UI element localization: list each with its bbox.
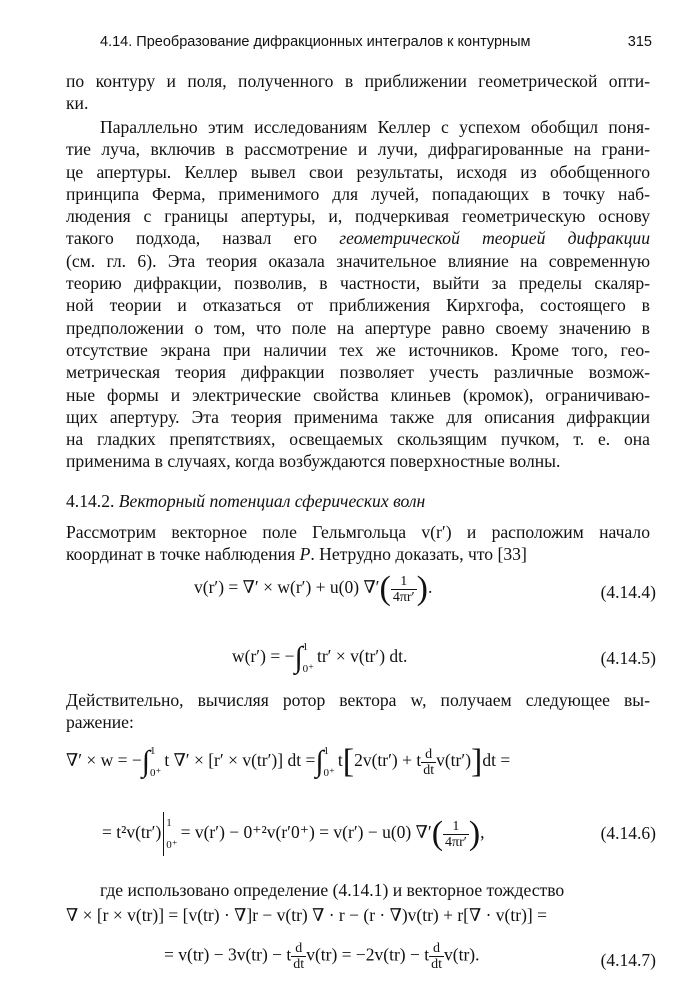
- numerator: 1: [443, 819, 469, 835]
- lower-limit: 0⁺: [150, 767, 162, 779]
- equation-4-14-4: [194, 572, 432, 606]
- upper-limit: 1: [150, 745, 156, 757]
- equation-lhs: ∇′ × w = −: [66, 750, 142, 771]
- equation-lhs: v(r′) = ∇′ × w(r′) + u(0) ∇′: [194, 577, 380, 598]
- derivative: [421, 747, 436, 778]
- text-line: где использовано определение (4.14.1) и векторное тождество: [100, 880, 565, 900]
- text-line: отсутствие экрана при наличии тех же источников. Кроме того, гео-: [66, 339, 650, 360]
- equation-tail: .: [427, 577, 433, 598]
- section-number: 4.14.2.: [66, 491, 115, 511]
- point-symbol: P: [299, 544, 311, 565]
- equation-number: (4.14.6): [600, 823, 656, 843]
- paren-open: (: [379, 570, 391, 607]
- integral-sign: ∫: [315, 745, 324, 778]
- text-line: ные формы и электрические свойства клиньев (кромок), ограничиваю-: [66, 384, 650, 405]
- equation-number: (4.14.4): [600, 582, 656, 602]
- text-line: (см. гл. 6). Эта теория оказала значительное влияние на современную: [66, 250, 650, 271]
- fraction: [443, 819, 469, 850]
- bracket-close: ]: [471, 743, 483, 780]
- paren-close: ): [416, 570, 428, 607]
- equation-4-14-6-line-1: [66, 740, 510, 784]
- term: = t²v(tr′): [102, 822, 162, 843]
- bracket-open: [: [342, 743, 355, 780]
- denominator: dt: [431, 957, 442, 972]
- text-line: людения с границы апертуры, и, подчеркивая геометрическую основу: [66, 206, 650, 227]
- denominator: 4πr′: [392, 589, 415, 605]
- paragraph-continuation: [66, 70, 650, 115]
- paragraph-identity: [100, 879, 660, 901]
- numerator: d: [429, 941, 444, 957]
- numerator: d: [421, 747, 436, 763]
- text-line: ной теории и отказаться от приближения Кирхгофа, состоящего в: [66, 295, 650, 316]
- fraction: [391, 574, 417, 605]
- text-line: предположении о том, что поле на апертуре равно своему значению в: [66, 317, 650, 338]
- evaluation-bar: [163, 812, 164, 856]
- paren-open: (: [431, 815, 444, 852]
- term: ,: [480, 822, 485, 843]
- derivative: [291, 941, 306, 972]
- term: dt =: [482, 750, 511, 771]
- text-fragment: . Нетрудно доказать, что [33]: [310, 544, 527, 565]
- denominator: dt: [423, 762, 435, 778]
- text-line: Параллельно этим исследованиям Келлер с успехом обобщил поня-: [100, 117, 650, 137]
- text-line: на гладких препятствиях, освещаемых скользящим пучком, т. е. она: [66, 429, 650, 450]
- section-title: Векторный потенциал сферических волн: [118, 491, 426, 511]
- text-fragment: такого подхода, назвал его: [66, 228, 318, 249]
- upper-limit: 1: [323, 745, 330, 757]
- integrand: tr′ × v(tr′) dt.: [316, 646, 408, 667]
- term: v(tr′): [436, 750, 472, 771]
- text-line: принципа Ферма, применимого для лучей, попадающих в точку наб-: [66, 183, 650, 204]
- term: v(tr) = −2v(tr) − t: [306, 944, 430, 965]
- equation-4-14-7-line-2: [164, 941, 479, 972]
- equation-4-14-6-line-2: [102, 812, 485, 856]
- identity-line: ∇ × [r × v(tr)] = [v(tr) · ∇]r − v(tr) ∇ · r − (r · ∇)v(tr) + r[∇ · v(tr)] =: [66, 905, 547, 925]
- text-line: тие луча, включив в рассмотрение и лучи, дифрагированные на грани-: [66, 139, 650, 160]
- text-line: метрическая теория дифракции позволяет учесть различные возмож-: [66, 362, 650, 383]
- equation-4-14-7-line-1: [66, 905, 547, 926]
- text-line: применима в случаях, когда возбуждаются поверхностные волны.: [66, 451, 561, 472]
- term: = v(r′) − 0⁺²v(r′0⁺) = v(r′) − u(0) ∇′: [180, 822, 432, 843]
- text-fragment: координат в точке наблюдения: [66, 544, 296, 565]
- equation-number: (4.14.5): [600, 648, 656, 668]
- running-title: 4.14. Преобразование дифракционных интегралов к контурным: [100, 34, 531, 50]
- text-line: ки.: [66, 93, 89, 114]
- equation-lhs: w(r′) = −: [232, 646, 295, 667]
- integral-sign: ∫: [141, 745, 151, 778]
- denominator: 4πr′: [445, 834, 467, 850]
- paragraph-helmholtz: [66, 521, 650, 566]
- term: v(tr).: [444, 944, 480, 965]
- lower-limit: 0⁺: [302, 663, 314, 675]
- upper-limit: 1: [166, 817, 172, 829]
- text-line: теорию дифракции, позволив, в частности, выйти за пределы скаляр-: [66, 273, 650, 294]
- text-line: [66, 543, 650, 565]
- paren-close: ): [468, 815, 481, 852]
- numerator: 1: [391, 574, 417, 590]
- derivative: [429, 941, 444, 972]
- integral-limits: [324, 740, 335, 784]
- term: 2v(tr′) + t: [354, 750, 422, 771]
- integral-sign: ∫: [294, 641, 303, 674]
- text-line: Рассмотрим векторное поле Гельмгольца v(r′) и расположим начало: [66, 522, 650, 542]
- text-line: Действительно, вычисляя ротор вектора w, получаем следующее вы-: [66, 690, 650, 710]
- text-line: по контуру и поля, полученного в приближении геометрической опти-: [66, 71, 650, 91]
- integral-limits: [303, 636, 314, 680]
- numerator: d: [291, 941, 306, 957]
- text-line: ражение:: [66, 712, 134, 733]
- text-line: щих апертуру. Эта теория применима также для описания дифракции: [66, 406, 650, 427]
- lower-limit: 0⁺: [166, 839, 178, 851]
- page-number: 315: [627, 34, 652, 50]
- section-heading: [66, 491, 425, 512]
- denominator: dt: [293, 957, 305, 972]
- integrand: t ∇′ × [r′ × v(tr′)] dt =: [164, 750, 316, 771]
- integral-limits: [150, 740, 161, 784]
- text-line: [66, 227, 650, 249]
- equation-4-14-5: [232, 636, 407, 680]
- italic-term: геометрической теорией дифракции: [339, 228, 650, 249]
- term: = v(tr) − 3v(tr) − t: [164, 944, 292, 965]
- factor: t: [337, 750, 343, 771]
- evaluation-limits: [166, 812, 177, 856]
- paragraph-keller: [66, 116, 650, 473]
- text-line: це апертуры. Келлер вывел свои результаты, исходя из обобщенного: [66, 161, 650, 182]
- paragraph-rotor: [66, 689, 650, 734]
- upper-limit: 1: [302, 641, 309, 653]
- equation-number: (4.14.7): [600, 950, 656, 970]
- running-header: [100, 34, 652, 56]
- lower-limit: 0⁺: [323, 767, 335, 779]
